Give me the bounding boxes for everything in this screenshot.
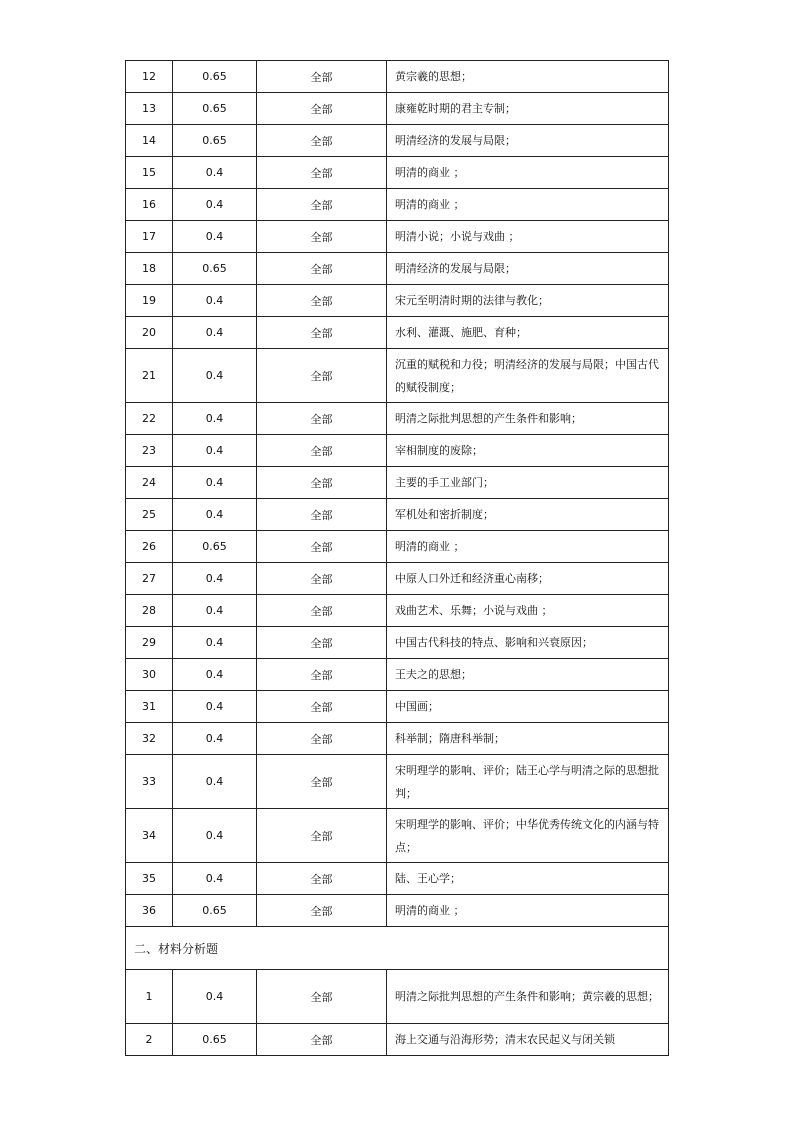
scope-cell: 全部 <box>257 970 387 1024</box>
knowledge-point: 宰相制度的废除； <box>387 435 669 467</box>
difficulty-score: 0.4 <box>173 157 257 189</box>
knowledge-point: 主要的手工业部门； <box>387 467 669 499</box>
scope-cell: 全部 <box>257 285 387 317</box>
section-header-row <box>126 927 669 970</box>
question-number: 13 <box>126 93 173 125</box>
question-number: 34 <box>126 809 173 863</box>
difficulty-score: 0.4 <box>173 755 257 809</box>
table-row <box>126 531 669 563</box>
knowledge-point: 陆、王心学； <box>387 863 669 895</box>
question-number: 25 <box>126 499 173 531</box>
knowledge-point: 水利、灌溉、施肥、育种； <box>387 317 669 349</box>
table-row <box>126 499 669 531</box>
knowledge-point: 康雍乾时期的君主专制； <box>387 93 669 125</box>
difficulty-score: 0.4 <box>173 659 257 691</box>
scope-cell: 全部 <box>257 691 387 723</box>
table-row <box>126 349 669 403</box>
scope-cell: 全部 <box>257 403 387 435</box>
difficulty-score: 0.65 <box>173 125 257 157</box>
table-row <box>126 627 669 659</box>
knowledge-point: 中原人口外迁和经济重心南移； <box>387 563 669 595</box>
scope-cell: 全部 <box>257 253 387 285</box>
question-number: 30 <box>126 659 173 691</box>
table-row <box>126 157 669 189</box>
knowledge-point: 军机处和密折制度； <box>387 499 669 531</box>
scope-cell: 全部 <box>257 563 387 595</box>
scope-cell: 全部 <box>257 157 387 189</box>
difficulty-score: 0.65 <box>173 253 257 285</box>
question-number: 32 <box>126 723 173 755</box>
knowledge-point: 明清的商业 ； <box>387 531 669 563</box>
knowledge-point: 宋明理学的影响、评价；中华优秀传统文化的内涵与特点； <box>387 809 669 863</box>
question-number: 33 <box>126 755 173 809</box>
difficulty-score: 0.4 <box>173 563 257 595</box>
table-row <box>126 435 669 467</box>
knowledge-point: 明清的商业 ； <box>387 157 669 189</box>
scope-cell: 全部 <box>257 659 387 691</box>
table-row <box>126 317 669 349</box>
knowledge-point: 沉重的赋税和力役；明清经济的发展与局限；中国古代的赋役制度； <box>387 349 669 403</box>
knowledge-point: 黄宗羲的思想； <box>387 61 669 93</box>
table-row <box>126 563 669 595</box>
question-number: 27 <box>126 563 173 595</box>
knowledge-point: 宋明理学的影响、评价；陆王心学与明清之际的思想批判； <box>387 755 669 809</box>
knowledge-point: 海上交通与沿海形势；清末农民起义与闭关锁 <box>387 1024 669 1056</box>
difficulty-score: 0.65 <box>173 895 257 927</box>
question-number: 28 <box>126 595 173 627</box>
difficulty-score: 0.4 <box>173 970 257 1024</box>
question-number: 20 <box>126 317 173 349</box>
question-number: 21 <box>126 349 173 403</box>
table-row <box>126 659 669 691</box>
question-number: 14 <box>126 125 173 157</box>
difficulty-score: 0.4 <box>173 627 257 659</box>
question-number: 19 <box>126 285 173 317</box>
table-row <box>126 189 669 221</box>
scope-cell: 全部 <box>257 317 387 349</box>
question-number: 29 <box>126 627 173 659</box>
scope-cell: 全部 <box>257 895 387 927</box>
knowledge-point: 中国古代科技的特点、影响和兴衰原因； <box>387 627 669 659</box>
knowledge-point: 明清小说；小说与戏曲 ； <box>387 221 669 253</box>
difficulty-score: 0.4 <box>173 809 257 863</box>
table-row <box>126 253 669 285</box>
table-row <box>126 691 669 723</box>
difficulty-score: 0.4 <box>173 403 257 435</box>
scope-cell: 全部 <box>257 627 387 659</box>
difficulty-score: 0.4 <box>173 285 257 317</box>
difficulty-score: 0.4 <box>173 317 257 349</box>
question-number: 22 <box>126 403 173 435</box>
table-row <box>126 467 669 499</box>
table-row <box>126 755 669 809</box>
table-row <box>126 93 669 125</box>
scope-cell: 全部 <box>257 93 387 125</box>
question-number: 31 <box>126 691 173 723</box>
question-number: 24 <box>126 467 173 499</box>
difficulty-score: 0.65 <box>173 61 257 93</box>
knowledge-point: 明清之际批判思想的产生条件和影响； <box>387 403 669 435</box>
difficulty-score: 0.4 <box>173 349 257 403</box>
scope-cell: 全部 <box>257 221 387 253</box>
table-row <box>126 1024 669 1056</box>
table-row <box>126 970 669 1024</box>
difficulty-score: 0.4 <box>173 499 257 531</box>
scope-cell: 全部 <box>257 755 387 809</box>
scope-cell: 全部 <box>257 863 387 895</box>
scope-cell: 全部 <box>257 61 387 93</box>
difficulty-score: 0.4 <box>173 723 257 755</box>
question-number: 26 <box>126 531 173 563</box>
exam-analysis-table <box>125 60 669 1056</box>
question-number: 23 <box>126 435 173 467</box>
knowledge-point: 宋元至明清时期的法律与教化； <box>387 285 669 317</box>
difficulty-score: 0.4 <box>173 435 257 467</box>
scope-cell: 全部 <box>257 595 387 627</box>
knowledge-point: 中国画； <box>387 691 669 723</box>
scope-cell: 全部 <box>257 467 387 499</box>
table-row <box>126 61 669 93</box>
difficulty-score: 0.4 <box>173 595 257 627</box>
table-row <box>126 723 669 755</box>
question-number: 1 <box>126 970 173 1024</box>
question-number: 2 <box>126 1024 173 1056</box>
question-number: 18 <box>126 253 173 285</box>
table-row <box>126 403 669 435</box>
table-row <box>126 809 669 863</box>
difficulty-score: 0.4 <box>173 863 257 895</box>
table-row <box>126 863 669 895</box>
knowledge-point: 明清经济的发展与局限； <box>387 125 669 157</box>
knowledge-point: 戏曲艺术、乐舞；小说与戏曲 ； <box>387 595 669 627</box>
difficulty-score: 0.4 <box>173 691 257 723</box>
question-number: 15 <box>126 157 173 189</box>
knowledge-point: 科举制；隋唐科举制； <box>387 723 669 755</box>
scope-cell: 全部 <box>257 125 387 157</box>
table-row <box>126 125 669 157</box>
scope-cell: 全部 <box>257 435 387 467</box>
question-number: 36 <box>126 895 173 927</box>
scope-cell: 全部 <box>257 349 387 403</box>
scope-cell: 全部 <box>257 809 387 863</box>
difficulty-score: 0.65 <box>173 531 257 563</box>
question-number: 16 <box>126 189 173 221</box>
knowledge-point: 明清经济的发展与局限； <box>387 253 669 285</box>
knowledge-point: 王夫之的思想； <box>387 659 669 691</box>
scope-cell: 全部 <box>257 1024 387 1056</box>
section-title: 二、材料分析题 <box>126 927 669 970</box>
difficulty-score: 0.4 <box>173 189 257 221</box>
table-row <box>126 895 669 927</box>
difficulty-score: 0.65 <box>173 1024 257 1056</box>
knowledge-point: 明清的商业 ； <box>387 189 669 221</box>
scope-cell: 全部 <box>257 499 387 531</box>
scope-cell: 全部 <box>257 723 387 755</box>
difficulty-score: 0.4 <box>173 467 257 499</box>
difficulty-score: 0.4 <box>173 221 257 253</box>
table-row <box>126 285 669 317</box>
question-number: 12 <box>126 61 173 93</box>
scope-cell: 全部 <box>257 531 387 563</box>
knowledge-point: 明清之际批判思想的产生条件和影响；黄宗羲的思想； <box>387 970 669 1024</box>
table-row <box>126 595 669 627</box>
difficulty-score: 0.65 <box>173 93 257 125</box>
scope-cell: 全部 <box>257 189 387 221</box>
question-number: 35 <box>126 863 173 895</box>
knowledge-point: 明清的商业 ； <box>387 895 669 927</box>
question-number: 17 <box>126 221 173 253</box>
table-row <box>126 221 669 253</box>
